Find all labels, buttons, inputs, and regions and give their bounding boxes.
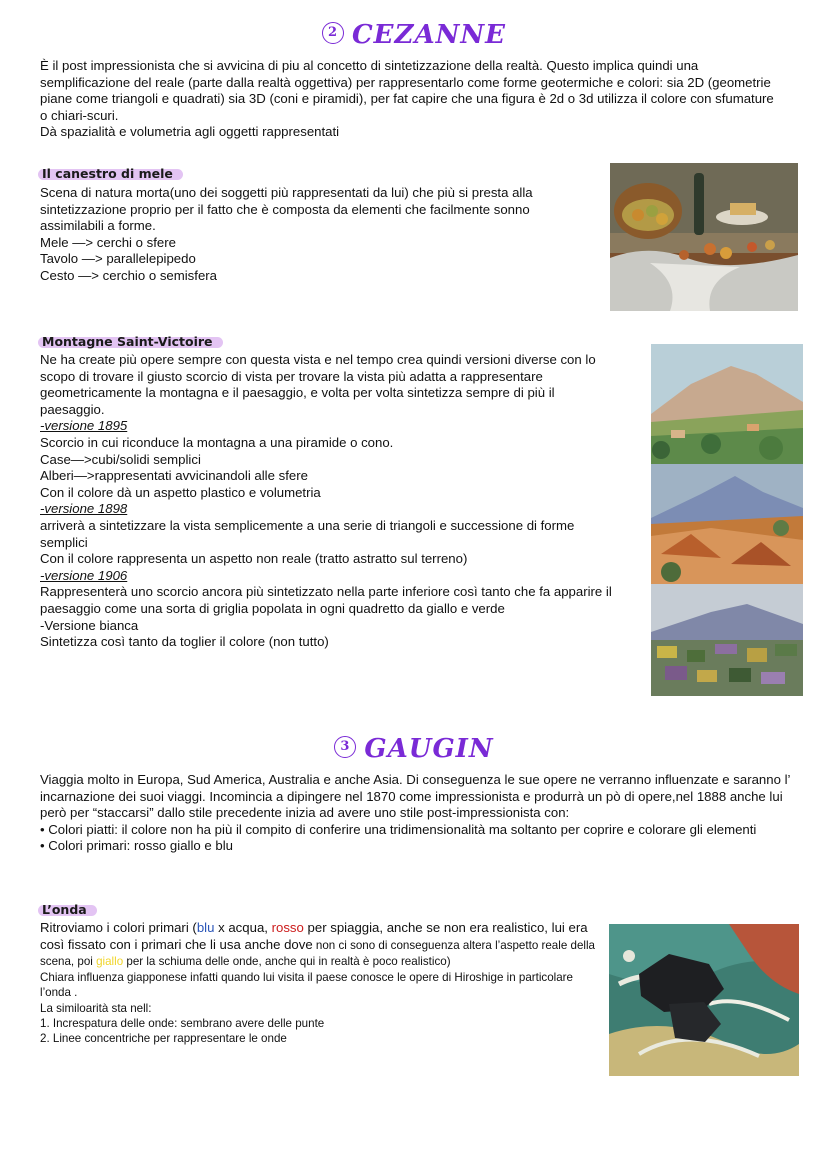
canestro-heading-text: Il canestro di mele: [42, 166, 173, 181]
v1895-line: Scorcio in cui riconduce la montagna a una piramide o cono.: [40, 434, 394, 450]
gaugin-title-text: GAUGIN: [364, 734, 494, 764]
section-number: 3: [334, 736, 356, 758]
v1895-line: Alberi—>rappresentati avvicinandoli alle sfere: [40, 468, 308, 484]
montagne-heading-text: Montagne Saint-Victoire: [42, 334, 213, 349]
montagne-text: [40, 352, 620, 651]
cezanne-intro-p2: Dà spazialità e volumetria agli oggetti rappresentati: [40, 124, 340, 140]
onda-line: La similoarità sta nell:: [40, 1001, 152, 1015]
montagne-intro: Ne ha create più opere sempre con questa vista e nel tempo crea quindi versioni diverse con lo scopo di trovare il giusto scorcio di vista per trovare la vista più adatta a rappresentare geometricamente la montagna e il paesaggio, e volta per volta sintetizza sempre di più il paesaggio.: [40, 352, 596, 417]
painting-l-onda: [609, 924, 799, 1076]
painting-montagne-1898: [651, 464, 803, 584]
painting-montagne-1906: [651, 584, 803, 696]
text-run: per spiaggia, anche se non era realistico, lui era così fissato con i primari che li usa anche dove: [40, 920, 588, 952]
gaugin-intro-p: • Colori piatti: il colore non ha più il compito di conferire una tridimensionalità ma soltanto per coprire e colorare gli elementi: [40, 821, 757, 837]
text-run: Ritroviamo i colori primari (: [40, 920, 197, 935]
canestro-text: [40, 185, 580, 285]
onda-line: 2. Linee concentriche per rappresentare le onde: [40, 1032, 287, 1046]
gaugin-intro-p: Viaggia molto in Europa, Sud America, Australia e anche Asia. Di conseguenza le sue opere ne verranno influenzate e saranno l’ incarnazione dei suoi viaggi. Incomincia a dipingere nel 1870 come impressionista e produrrà un pò di opere,nel 1888 anche lui però per “staccarsi” dallo stile precedente inizia ad avere uno stile post-impressionista con:: [40, 772, 790, 821]
cezanne-title-text: CEZANNE: [351, 20, 506, 50]
version-label: -versione 1895: [40, 418, 128, 434]
onda-heading: [40, 902, 91, 917]
onda-heading-text: L’onda: [42, 902, 87, 917]
onda-paragraph-1: [40, 920, 605, 970]
canestro-heading: [40, 166, 177, 181]
canestro-line: Cesto —> cerchio o semisfera: [40, 267, 218, 283]
v1906-line: Rappresenterà uno scorcio ancora più sintetizzato nella parte inferiore così tanto che fa apparire il paesaggio come una sorta di griglia popolata in ogni quadretto da giallo e verde: [40, 584, 612, 616]
v1906-line: Sintetizza così tanto da toglier il colore (non tutto): [40, 634, 329, 650]
word-rosso: rosso: [271, 920, 304, 935]
v1906-line: -Versione bianca: [40, 617, 139, 633]
gaugin-title: [0, 734, 828, 764]
cezanne-intro: [40, 58, 780, 141]
gaugin-intro-p: • Colori primari: rosso giallo e blu: [40, 838, 233, 854]
v1898-line: arriverà a sintetizzare la vista semplicemente a una serie di triangoli e successione di forme semplici: [40, 517, 575, 550]
v1895-line: Case—>cubi/solidi semplici: [40, 451, 201, 467]
painting-montagne-1895: [651, 344, 803, 464]
canestro-line: Tavolo —> parallelepipedo: [40, 251, 196, 267]
text-run: non ci sono di conseguenza altera l’aspetto reale della scena, poi: [40, 938, 595, 969]
onda-text: [40, 920, 605, 1047]
painting-canestro-di-mele: [610, 163, 798, 311]
version-label: -versione 1906: [40, 567, 128, 583]
montagne-heading: [40, 334, 217, 349]
text-run: per la schiuma delle onde, anche qui in realtà è poco realistico): [123, 955, 451, 969]
word-giallo: giallo: [96, 955, 124, 969]
v1895-line: Con il colore dà un aspetto plastico e volumetria: [40, 484, 321, 500]
text-run: x acqua,: [214, 920, 272, 935]
canestro-line: Scena di natura morta(uno dei soggetti più rappresentati da lui) che più si presta alla sintetizzazione proprio per il fatto che è composta da elementi che facilmente sonno assimilabili a forme.: [40, 185, 533, 234]
v1898-line: Con il colore rappresenta un aspetto non reale (tratto astratto sul terreno): [40, 551, 468, 567]
onda-line: 1. Increspatura delle onde: sembrano avere delle punte: [40, 1017, 325, 1030]
canestro-line: Mele —> cerchi o sfere: [40, 234, 176, 250]
version-label: -versione 1898: [40, 501, 128, 517]
section-number: 2: [322, 22, 344, 44]
cezanne-intro-p1: È il post impressionista che si avvicina di piu al concetto di sintetizzazione della realtà. Questo implica quindi una semplificazione del reale (parte dalla realtà oggettiva) per rappresentarlo come forme geotermiche e colori: sia 2D (geometrie piane come triangoli e quadrati) sia 3D (coni e piramidi), per fat capire che una figura è 2d o 3d utilizza il colore con sfumature o chiari-scuri.: [40, 58, 774, 123]
gaugin-intro: [40, 772, 790, 855]
cezanne-title: [0, 20, 828, 50]
word-blu: blu: [196, 920, 215, 935]
onda-line: Chiara influenza giapponese infatti quando lui visita il paese conosce le opere di Hiroshige in particolare l’onda .: [40, 970, 573, 1000]
